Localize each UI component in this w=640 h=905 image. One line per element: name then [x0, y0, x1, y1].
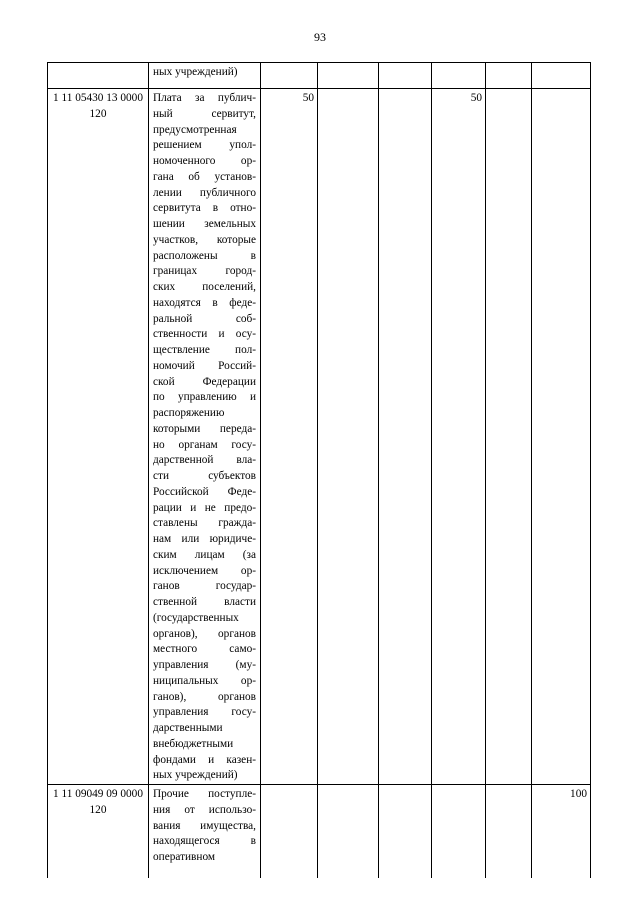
description-line: нам или юридиче- — [153, 533, 256, 545]
description-line: ния от использо- — [153, 803, 256, 816]
description-line: номочий Россий- — [153, 359, 256, 372]
budget-code-cell: 1 11 05430 13 0000 120 — [48, 89, 149, 785]
description-line: ставлены гражда- — [153, 517, 256, 530]
page-number: 93 — [314, 30, 326, 44]
description-line: Прочие поступле- — [153, 788, 256, 800]
description-cell — [149, 63, 261, 89]
amount-cell — [532, 89, 591, 785]
amount-cell — [532, 63, 591, 89]
description-line: Российской Феде- — [153, 485, 256, 498]
amount-cell — [486, 785, 532, 878]
description-line: ральной соб- — [153, 312, 256, 325]
description-line: сервитута в отно- — [153, 202, 256, 215]
description-line: номоченного ор- — [153, 155, 256, 167]
description-line: решением упол- — [153, 139, 256, 152]
description-line: гана об установ- — [153, 170, 256, 183]
description-line: управления госу- — [153, 706, 256, 719]
description-line: внебюджетными — [153, 737, 234, 750]
amount-cell — [486, 63, 532, 89]
description-line: рации и не предо- — [153, 501, 256, 514]
description-line: управления (му- — [153, 659, 256, 671]
amount-cell — [318, 63, 379, 89]
description-line: распоряжению — [153, 407, 225, 419]
description-line: ственной власти — [153, 596, 256, 608]
amount-cell — [432, 63, 486, 89]
amount-cell — [379, 63, 432, 89]
amount-cell — [318, 89, 379, 785]
description-line: фондами и казен- — [153, 753, 256, 766]
description-line: ных учреждений) — [153, 66, 238, 78]
description-cell — [149, 785, 261, 878]
description-line: шении земельных — [153, 218, 256, 230]
description-line: ных учреждений) — [153, 769, 238, 782]
amount-cell — [379, 89, 432, 785]
amount-cell — [318, 785, 379, 878]
table-row — [48, 63, 591, 89]
description-line: ственности и осу- — [153, 328, 256, 341]
description-line: исключением ор- — [153, 564, 256, 577]
description-line: предусмотренная — [153, 123, 237, 136]
table-row — [48, 89, 591, 785]
amount-cell: 50 — [261, 89, 318, 785]
description-line: (государственных — [153, 611, 239, 624]
description-line: Плата за публич- — [153, 92, 256, 104]
description-line: по управлению и — [153, 391, 256, 404]
description-line: участков, которые — [153, 233, 256, 246]
description-line: сти субъектов — [153, 470, 256, 482]
description-line: находятся в феде- — [153, 296, 256, 309]
amount-cell — [261, 785, 318, 878]
description-line: ганов), органов — [153, 690, 256, 703]
description-line: но органам госу- — [153, 438, 256, 451]
amount-cell — [261, 63, 318, 89]
budget-table — [47, 62, 591, 878]
description-line: ганов государ- — [153, 580, 256, 593]
description-line: ный сервитут, — [153, 107, 256, 120]
description-cell — [149, 89, 261, 785]
description-line: дарственными — [153, 722, 223, 734]
amount-cell — [486, 89, 532, 785]
table-row — [48, 785, 591, 878]
description-line: ществление пол- — [153, 344, 256, 356]
budget-code-cell: 1 11 09049 09 0000 120 — [48, 785, 149, 878]
description-line: ским лицам (за — [153, 548, 256, 561]
description-line: ской Федерации — [153, 375, 256, 388]
description-line: органов), органов — [153, 627, 256, 640]
description-line: расположены в — [153, 249, 256, 262]
amount-cell: 50 — [432, 89, 486, 785]
budget-code-cell — [48, 63, 149, 89]
description-line: границах город- — [153, 265, 256, 278]
description-line: находящегося в — [153, 835, 256, 848]
description-line: лении публичного — [153, 186, 256, 199]
amount-cell: 100 — [532, 785, 591, 878]
description-line: вания имущества, — [153, 819, 256, 832]
description-line: дарственной вла- — [153, 454, 256, 467]
description-line: ниципальных ор- — [153, 674, 256, 687]
description-line: которыми переда- — [153, 422, 256, 435]
amount-cell — [432, 785, 486, 878]
description-line: оперативном — [153, 851, 216, 863]
amount-cell — [379, 785, 432, 878]
description-line: ских поселений, — [153, 281, 256, 293]
description-line: местного само- — [153, 643, 256, 656]
